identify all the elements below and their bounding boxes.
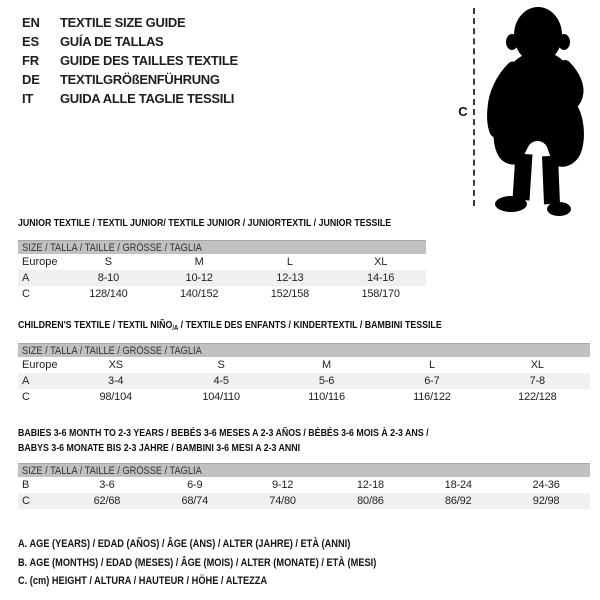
lang-title: GUIDA ALLE TAGLIE TESSILI [60,91,235,106]
junior-size-table [18,240,426,302]
size-header-bar [18,240,426,254]
cell: 6-9 [187,479,203,491]
table-row-height [18,389,590,405]
footnote-height-cm [18,572,445,591]
lang-title: TEXTILGRÖßENFÜHRUNG [60,72,220,87]
cell: 18-24 [444,479,472,491]
cell: 3-4 [108,375,124,387]
size-header-bar [18,343,590,357]
children-section-title-text [18,318,442,336]
cell: M [194,256,204,268]
cell: S [217,359,225,371]
size-header-text: SIZE / TALLA / TAILLE / GRÖSSE / TAGLIA [22,242,202,254]
lang-code: IT [22,91,34,106]
footnote-age-months [18,554,445,573]
cell: 14-16 [367,272,395,284]
cell: 8-10 [97,272,119,284]
lang-code: FR [22,53,39,68]
babies-title-line1: BABIES 3-6 MONTH TO 2-3 YEARS / BEBÉS 3-6 MESES A 2-3 AÑOS / BÉBÉS 3-6 MOIS À 2-3 ANS / [18,427,429,439]
table-row-europe [18,254,426,270]
lang-title: TEXTILE SIZE GUIDE [60,15,186,30]
height-measure-label: C [458,104,468,119]
babies-title-line2: BABYS 3-6 MONATE BIS 2-3 JAHRE / BAMBINI 3-6 MESI A 2-3 ANNI [18,442,301,454]
footnote-age-years [18,535,445,554]
lang-code: DE [22,72,40,87]
title-subscript: /A [172,325,179,332]
table-row-europe [18,357,590,373]
row-label: C [22,495,30,507]
cell: 12-13 [276,272,304,284]
children-size-table [18,343,590,405]
footnote-list [18,535,445,591]
lang-row-es [22,32,238,51]
toddler-silhouette-icon [482,4,598,216]
cell: 152/158 [270,288,310,300]
table-row-height [18,286,426,302]
lang-row-fr [22,51,238,70]
cell: L [286,256,293,268]
lang-title: GUIDE DES TAILLES TEXTILE [60,53,238,68]
row-label: A [22,272,30,284]
junior-section-title [18,216,462,231]
cell: M [322,359,331,371]
children-section-title [18,318,522,336]
cell: 140/152 [179,288,219,300]
cell: 12-18 [356,479,384,491]
cell: 80/86 [357,495,384,507]
cell: 116/122 [413,391,451,403]
lang-row-de [22,70,238,89]
cell: L [428,359,435,371]
table-row-age-months [18,477,590,493]
title-part: / TEXTILE DES ENFANTS / KINDERTEXTIL / BAMBINI TESSILE [178,319,442,331]
cell: 158/170 [361,288,400,300]
cell: 62/68 [93,495,121,507]
row-label: Europe [22,359,58,371]
cell: 98/104 [99,391,132,403]
footnote-text: A. AGE (YEARS) / EDAD (AÑOS) / ÂGE (ANS) / ALTER (JAHRE) / ETÀ (ANNI) [18,538,351,550]
row-label: Europe [22,256,58,268]
table-row-age [18,270,426,286]
cell: 110/116 [308,391,345,403]
cell: XS [108,359,123,371]
footnote-text: C. (cm) HEIGHT / ALTURA / HAUTEUR / HÖHE / ALTEZZA [18,575,268,587]
cell: 4-5 [213,375,229,387]
table-row-age [18,373,590,389]
cell: 68/74 [181,495,208,507]
cell: 24-36 [532,479,560,491]
cell: 6-7 [424,375,440,387]
cell: 92/98 [532,495,560,507]
lang-code: EN [22,15,40,30]
lang-code: ES [22,34,39,49]
cell: 3-6 [99,479,115,491]
size-header-bar [18,463,590,477]
table-row-height [18,493,590,509]
cell: 10-12 [185,272,213,284]
cell: 5-6 [318,375,335,387]
row-label: C [22,391,30,403]
cell: 128/140 [89,288,128,300]
size-header-text: SIZE / TALLA / TAILLE / GRÖSSE / TAGLIA [22,345,202,357]
junior-section-title-text: JUNIOR TEXTILE / TEXTIL JUNIOR/ TEXTILE JUNIOR / JUNIORTEXTIL / JUNIOR TESSILE [18,217,392,229]
cell: 122/128 [518,391,557,403]
babies-size-table [18,463,590,509]
row-label: C [22,288,30,300]
cell: 7-8 [529,375,545,387]
language-title-list [22,13,238,108]
footnote-text: B. AGE (MONTHS) / EDAD (MESES) / ÂGE (MOIS) / ALTER (MONATE) / ETÀ (MESI) [18,556,377,569]
lang-title: GUÍA DE TALLAS [60,34,164,49]
cell: 86/92 [444,495,472,507]
lang-row-en [22,13,238,32]
height-measure-dashed-line [473,8,475,206]
row-label: B [22,479,30,491]
cell: XL [374,256,388,268]
title-part: CHILDREN'S TEXTILE / TEXTIL NIÑO [18,319,173,331]
cell: 74/80 [269,495,296,507]
cell: S [104,256,112,268]
babies-section-title [18,426,507,456]
cell: 9-12 [271,479,294,491]
cell: 104/110 [202,391,240,403]
lang-row-it [22,89,238,108]
row-label: A [22,375,30,387]
cell: XL [530,359,544,371]
size-header-text: SIZE / TALLA / TAILLE / GRÖSSE / TAGLIA [22,465,202,477]
